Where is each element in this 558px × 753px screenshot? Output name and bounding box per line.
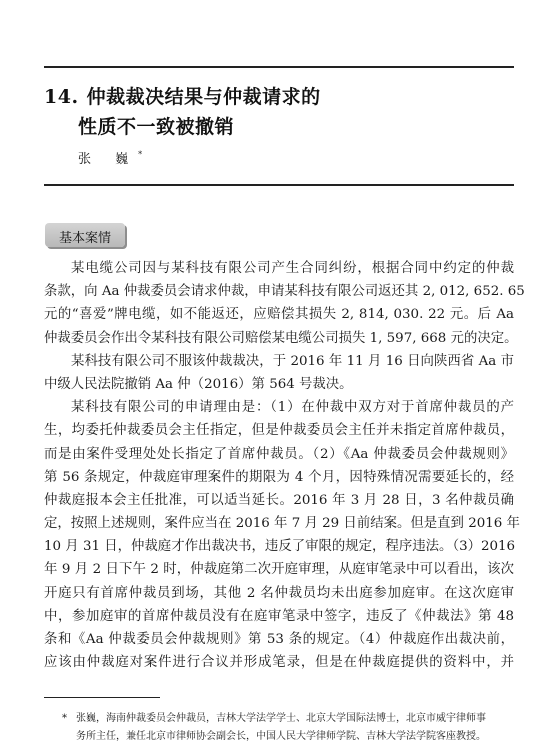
author-byline xyxy=(78,148,142,167)
text-line: 开庭只有首席仲裁员到场，其他 2 名仲裁员均未出庭参加庭审。在这次庭审 xyxy=(44,585,514,601)
text-line: 10 月 31 日，仲裁庭才作出裁决书，违反了审限的规定，程序违法。（3）2016 xyxy=(44,539,516,555)
text-line: 条款，向 Aa 仲裁委员会请求仲裁，申请某科技有限公司返还其 2, 012, 652. 65 xyxy=(44,284,525,300)
text-line: 中，参加庭审的首席仲裁员没有在庭审笔录中签字，违反了《仲裁法》第 48 xyxy=(44,608,514,624)
footnote-text: 张巍，海南仲裁委员会仲裁员，吉林大学法学学士、北京大学国际法博士，北京市威宇律师事 xyxy=(76,713,486,724)
text-line: 定，按照上述规则，案件应当在 2016 年 7 月 29 日前结案。但是直到 2016 年 xyxy=(44,516,520,532)
author-footnote-mark: * xyxy=(138,150,143,159)
text-line: 仲裁委员会作出令某科技有限公司赔偿某电缆公司损失 1, 597, 668 元的决定。 xyxy=(44,330,518,346)
text-line: 应该由仲裁庭对案件进行合议并形成笔录，但是在仲裁庭提供的资料中，并 xyxy=(44,655,514,671)
section-tag xyxy=(45,223,125,247)
chapter-title-text-1: 仲裁裁决结果与仲裁请求的 xyxy=(86,86,321,108)
footnote-divider xyxy=(44,697,160,698)
chapter-title-line-1 xyxy=(44,82,321,109)
section-tag-label: 基本案情 xyxy=(58,231,111,246)
text-line: 某科技有限公司不服该仲裁裁决，于 2016 年 11 月 16 日向陕西省 Aa 市 xyxy=(71,353,514,369)
footnote-line: 务所主任，兼任北京市律师协会副会长，中国人民大学律师学院、吉林大学法学院客座教授。 xyxy=(76,731,486,742)
paragraph xyxy=(44,350,514,396)
chapter-title-line-2: 性质不一致被撤销 xyxy=(78,116,235,138)
text-line: 而是由案件受理处处长指定了首席仲裁员。（2）《Aa 仲裁委员会仲裁规则》 xyxy=(44,446,514,462)
text-line: 仲裁庭报本会主任批准，可以适当延长。2016 年 3 月 28 日，3 名仲裁员确 xyxy=(44,492,514,508)
footnote-mark: * xyxy=(62,713,67,724)
chapter-number: 14. xyxy=(44,86,79,108)
text-line: 元的“喜爱”牌电缆，如不能返还，应赔偿其损失 2, 814, 030. 22 元。后 Aa xyxy=(44,307,514,323)
text-line: 第 56 条规定，仲裁庭审理案件的期限为 4 个月，因特殊情况需要延长的，经 xyxy=(44,469,514,485)
paragraph xyxy=(44,257,525,350)
text-line: 某科技有限公司的申请理由是：（1）在仲裁中双方对于首席仲裁员的产 xyxy=(71,400,514,416)
body-text xyxy=(44,257,525,674)
text-line: 年 9 月 2 日下午 2 时，仲裁庭第二次开庭审理，从庭审笔录中可以看出，该次 xyxy=(44,562,514,578)
top-rule xyxy=(44,66,514,68)
text-line: 条和《Aa 仲裁委员会仲裁规则》第 53 条的规定。（4）仲裁庭作出裁决前， xyxy=(44,632,514,647)
heading-bottom-rule xyxy=(44,184,514,186)
text-line: 中级人民法院撤销 Aa 仲（2016）第 564 号裁决。 xyxy=(44,376,353,392)
text-line: 某电缆公司因与某科技有限公司产生合同纠纷，根据合同中约定的仲裁 xyxy=(71,261,514,276)
paragraph xyxy=(44,396,520,674)
text-line: 生，均委托仲裁委员会主任指定，但是仲裁委员会主任并未指定首席仲裁员， xyxy=(44,423,514,439)
footnote xyxy=(62,710,514,746)
author-name: 张 巍 xyxy=(78,152,139,167)
footnote-line xyxy=(62,710,514,728)
